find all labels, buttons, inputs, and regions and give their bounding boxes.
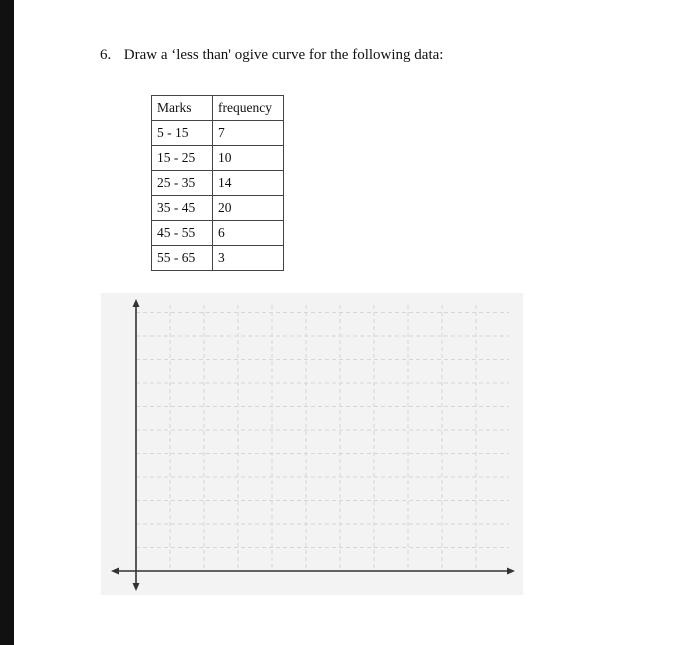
graph-svg xyxy=(101,293,523,595)
table-row xyxy=(152,196,284,221)
frequency-cell: 6 xyxy=(213,221,284,246)
frequency-cell: 7 xyxy=(213,121,284,146)
marks-cell: 55 - 65 xyxy=(152,246,213,271)
y-axis-arrow-top xyxy=(133,299,140,307)
grid-lines xyxy=(136,305,509,571)
marks-cell: 5 - 15 xyxy=(152,121,213,146)
x-axis-arrow-right xyxy=(507,568,515,575)
question-prompt: Draw a ‘less than' ogive curve for the following data: xyxy=(123,47,444,63)
x-axis-arrow-left xyxy=(111,568,119,575)
table-row xyxy=(152,146,284,171)
frequency-cell: 3 xyxy=(213,246,284,271)
page-edge xyxy=(0,0,14,645)
frequency-cell: 10 xyxy=(213,146,284,171)
table-row xyxy=(152,171,284,196)
header-frequency: frequency xyxy=(213,96,284,121)
question-text xyxy=(100,45,443,65)
table-row xyxy=(152,121,284,146)
marks-frequency-table xyxy=(151,95,284,271)
marks-cell: 25 - 35 xyxy=(152,171,213,196)
header-marks: Marks xyxy=(152,96,213,121)
frequency-cell: 20 xyxy=(213,196,284,221)
table-row xyxy=(152,246,284,271)
y-axis-arrow-bottom xyxy=(133,583,140,591)
table-row xyxy=(152,221,284,246)
marks-cell: 15 - 25 xyxy=(152,146,213,171)
marks-cell: 45 - 55 xyxy=(152,221,213,246)
table-header-row xyxy=(152,96,284,121)
question-number: 6. xyxy=(100,47,112,63)
marks-cell: 35 - 45 xyxy=(152,196,213,221)
graph-paper xyxy=(101,293,523,595)
frequency-cell: 14 xyxy=(213,171,284,196)
